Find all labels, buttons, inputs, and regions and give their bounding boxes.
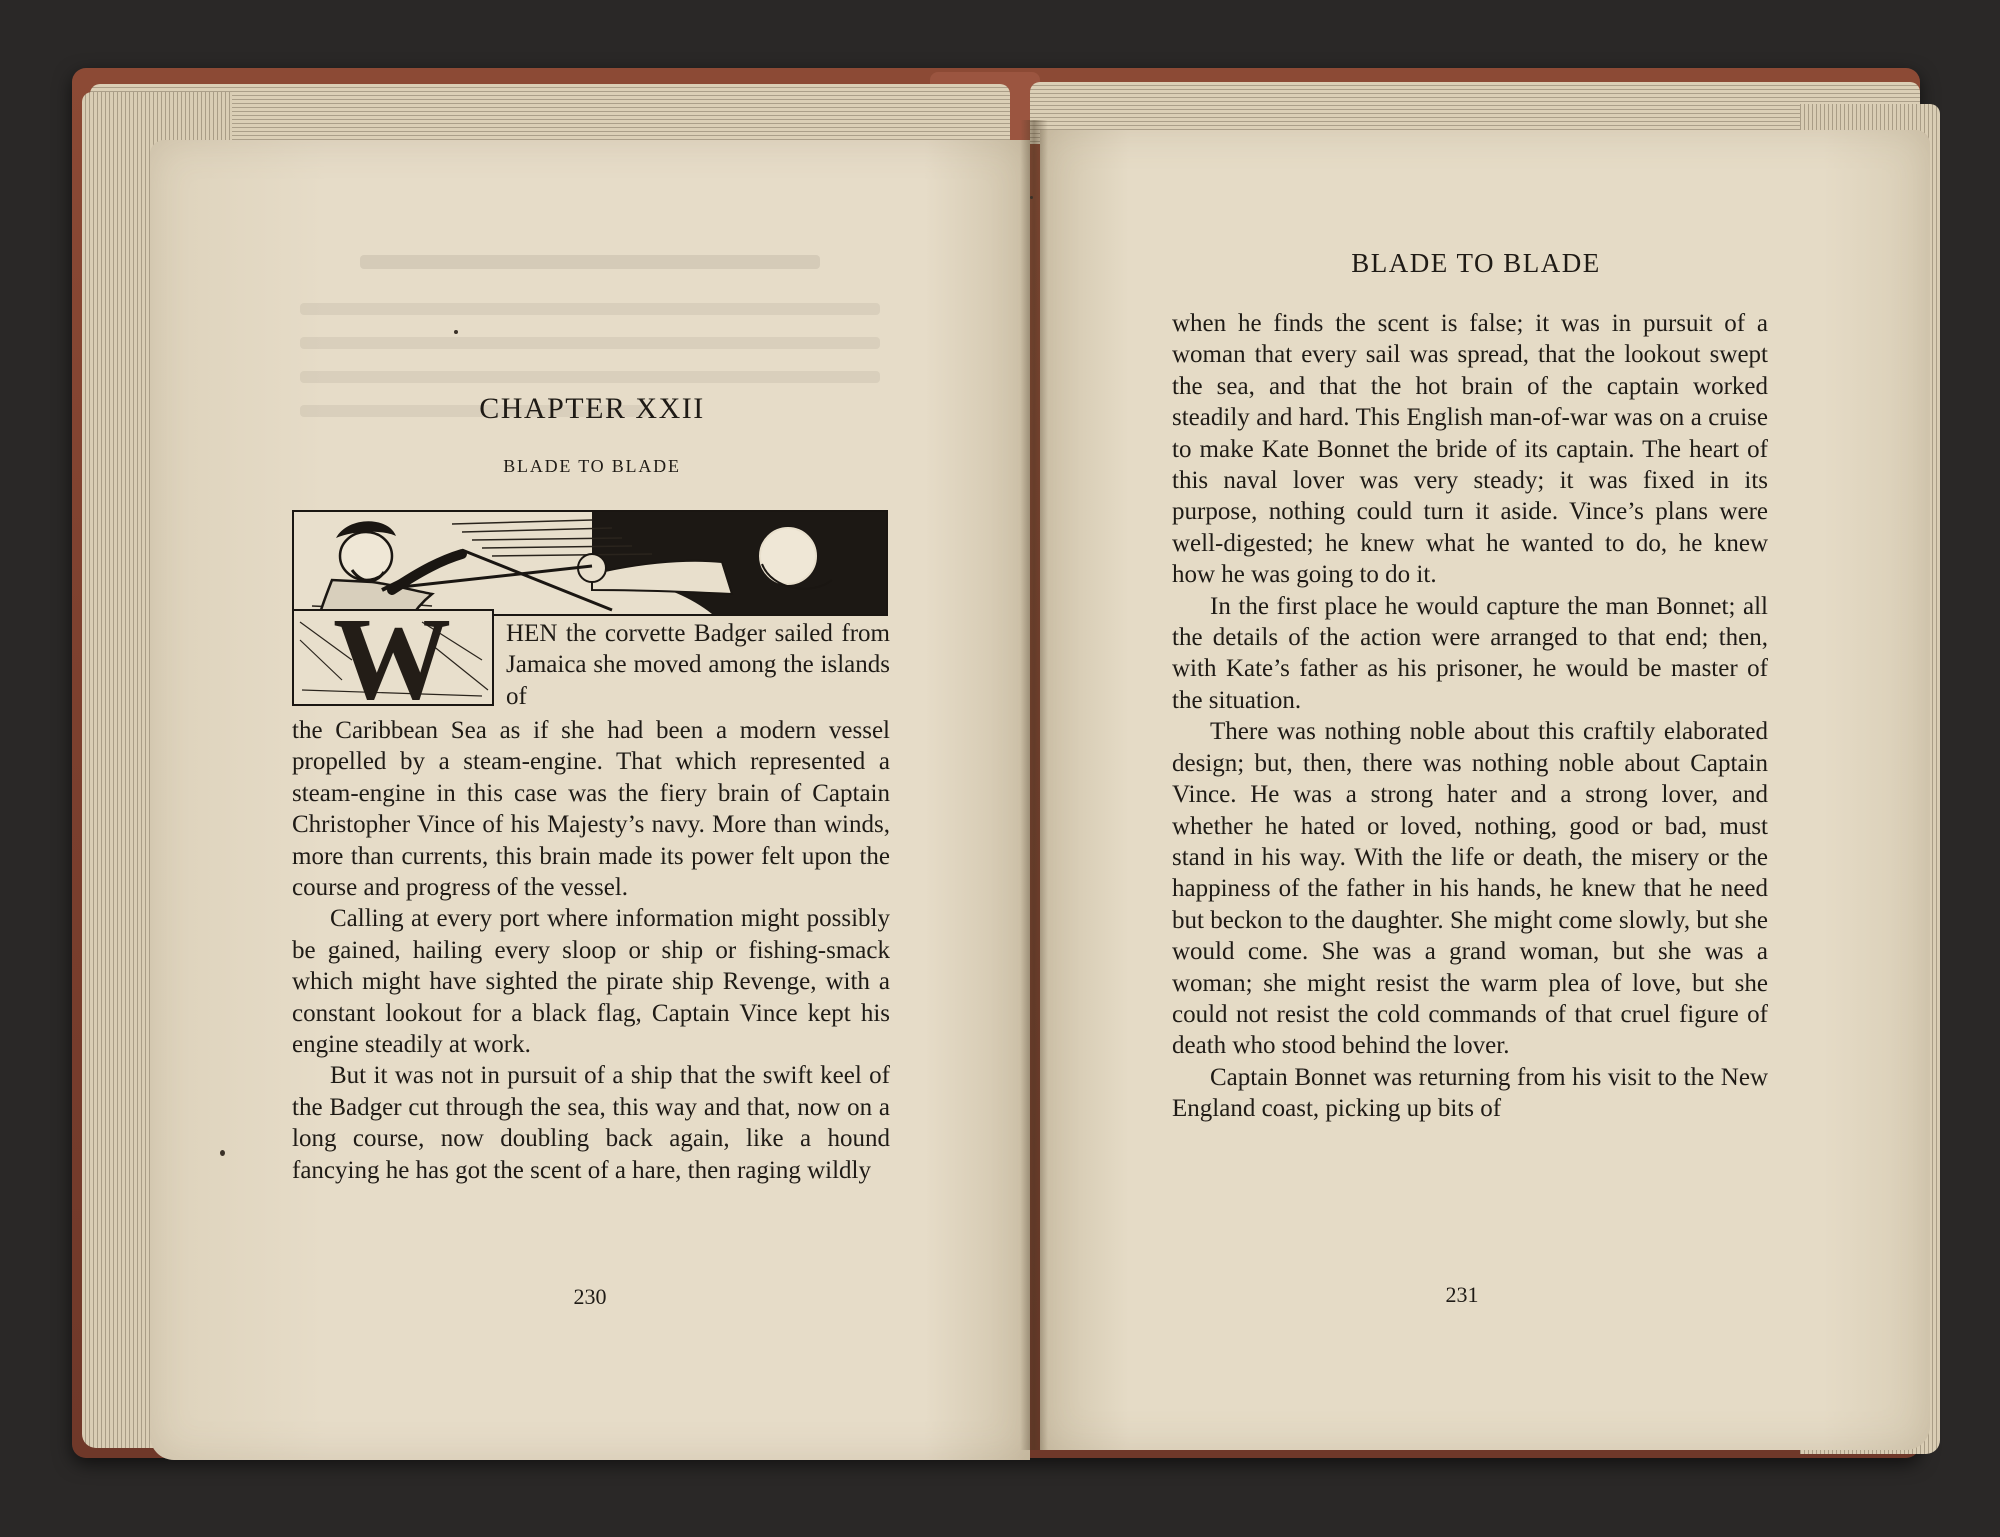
paragraph: Captain Bonnet was returning from his visit to the New England coast, picking up bits of (1172, 1063, 1768, 1123)
right-page-text (1172, 308, 1768, 1125)
book-gutter (1020, 120, 1048, 1450)
paragraph: when he finds the scent is false; it was in pursuit of a woman that every sail was spread, that the lookout swept the sea, and that the hot brain of the captain worked steadily and hard. This English man-of-war was on a cruise to make Kate Bonnet the bride of its captain. The heart of this naval lover was very steady; it was fixed in its purpose, nothing could turn it aside. Vince’s plans were well-digested; he knew what he wanted to do, he knew how he was going to do it. (1172, 310, 1768, 589)
paper-speck (454, 330, 458, 334)
paper-speck (220, 1150, 225, 1156)
drop-cap-letter: W (333, 593, 451, 706)
opening-lines: HEN the corvette Badger sailed from Jamaica she moved among the islands of (506, 620, 890, 710)
page-number: 230 (573, 1284, 607, 1309)
left-page-text (292, 715, 890, 1186)
paragraph: In the first place he would capture the man Bonnet; all the details of the action were arranged to that end; then, with Kate’s father as his prisoner, he would be master of the situation. (1172, 592, 1768, 714)
paragraph: There was nothing noble about this craftily elaborated design; but, then, there was nothing noble about Captain Vince. He was a strong hater and a strong lover, and whether he hated or loved, nothing, good or bad, must stand in his way. With the life or death, the misery or the happiness of the father in his hands, he knew that he need but beckon to the daughter. She might come slowly, but she would come. She was a grand woman, but she was a woman; she might resist the warm plea of love, but she could not resist the cold commands of that cruel figure of death who stood behind the lover. (1172, 718, 1768, 1060)
chapter-subtitle: BLADE TO BLADE (503, 456, 681, 476)
paragraph: Calling at every port where information might possibly be gained, hailing every sloop or ship or fishing-smack which might have sighted the pirate ship Revenge, with a constant lookout for a black flag, Captain Vince kept his engine steadily at work. (292, 905, 890, 1059)
paragraph: But it was not in pursuit of a ship that the swift keel of the Badger cut through the sea, this way and that, now on a long course, now doubling back again, like a hound fancying he has got the scent of a hare, then raging wildly (292, 1062, 890, 1184)
chapter-title: CHAPTER XXII (479, 392, 705, 425)
paragraph: the Caribbean Sea as if she had been a modern vessel propelled by a steam-engine. That which represented a steam-engine in this case was the fiery brain of Captain Christopher Vince of his Majesty’s navy. More than winds, more than currents, this brain made its power felt upon the course and progress of the vessel. (292, 717, 890, 902)
running-head: BLADE TO BLADE (1351, 248, 1601, 278)
paper-speck (1030, 196, 1033, 199)
page-number: 231 (1445, 1282, 1479, 1307)
